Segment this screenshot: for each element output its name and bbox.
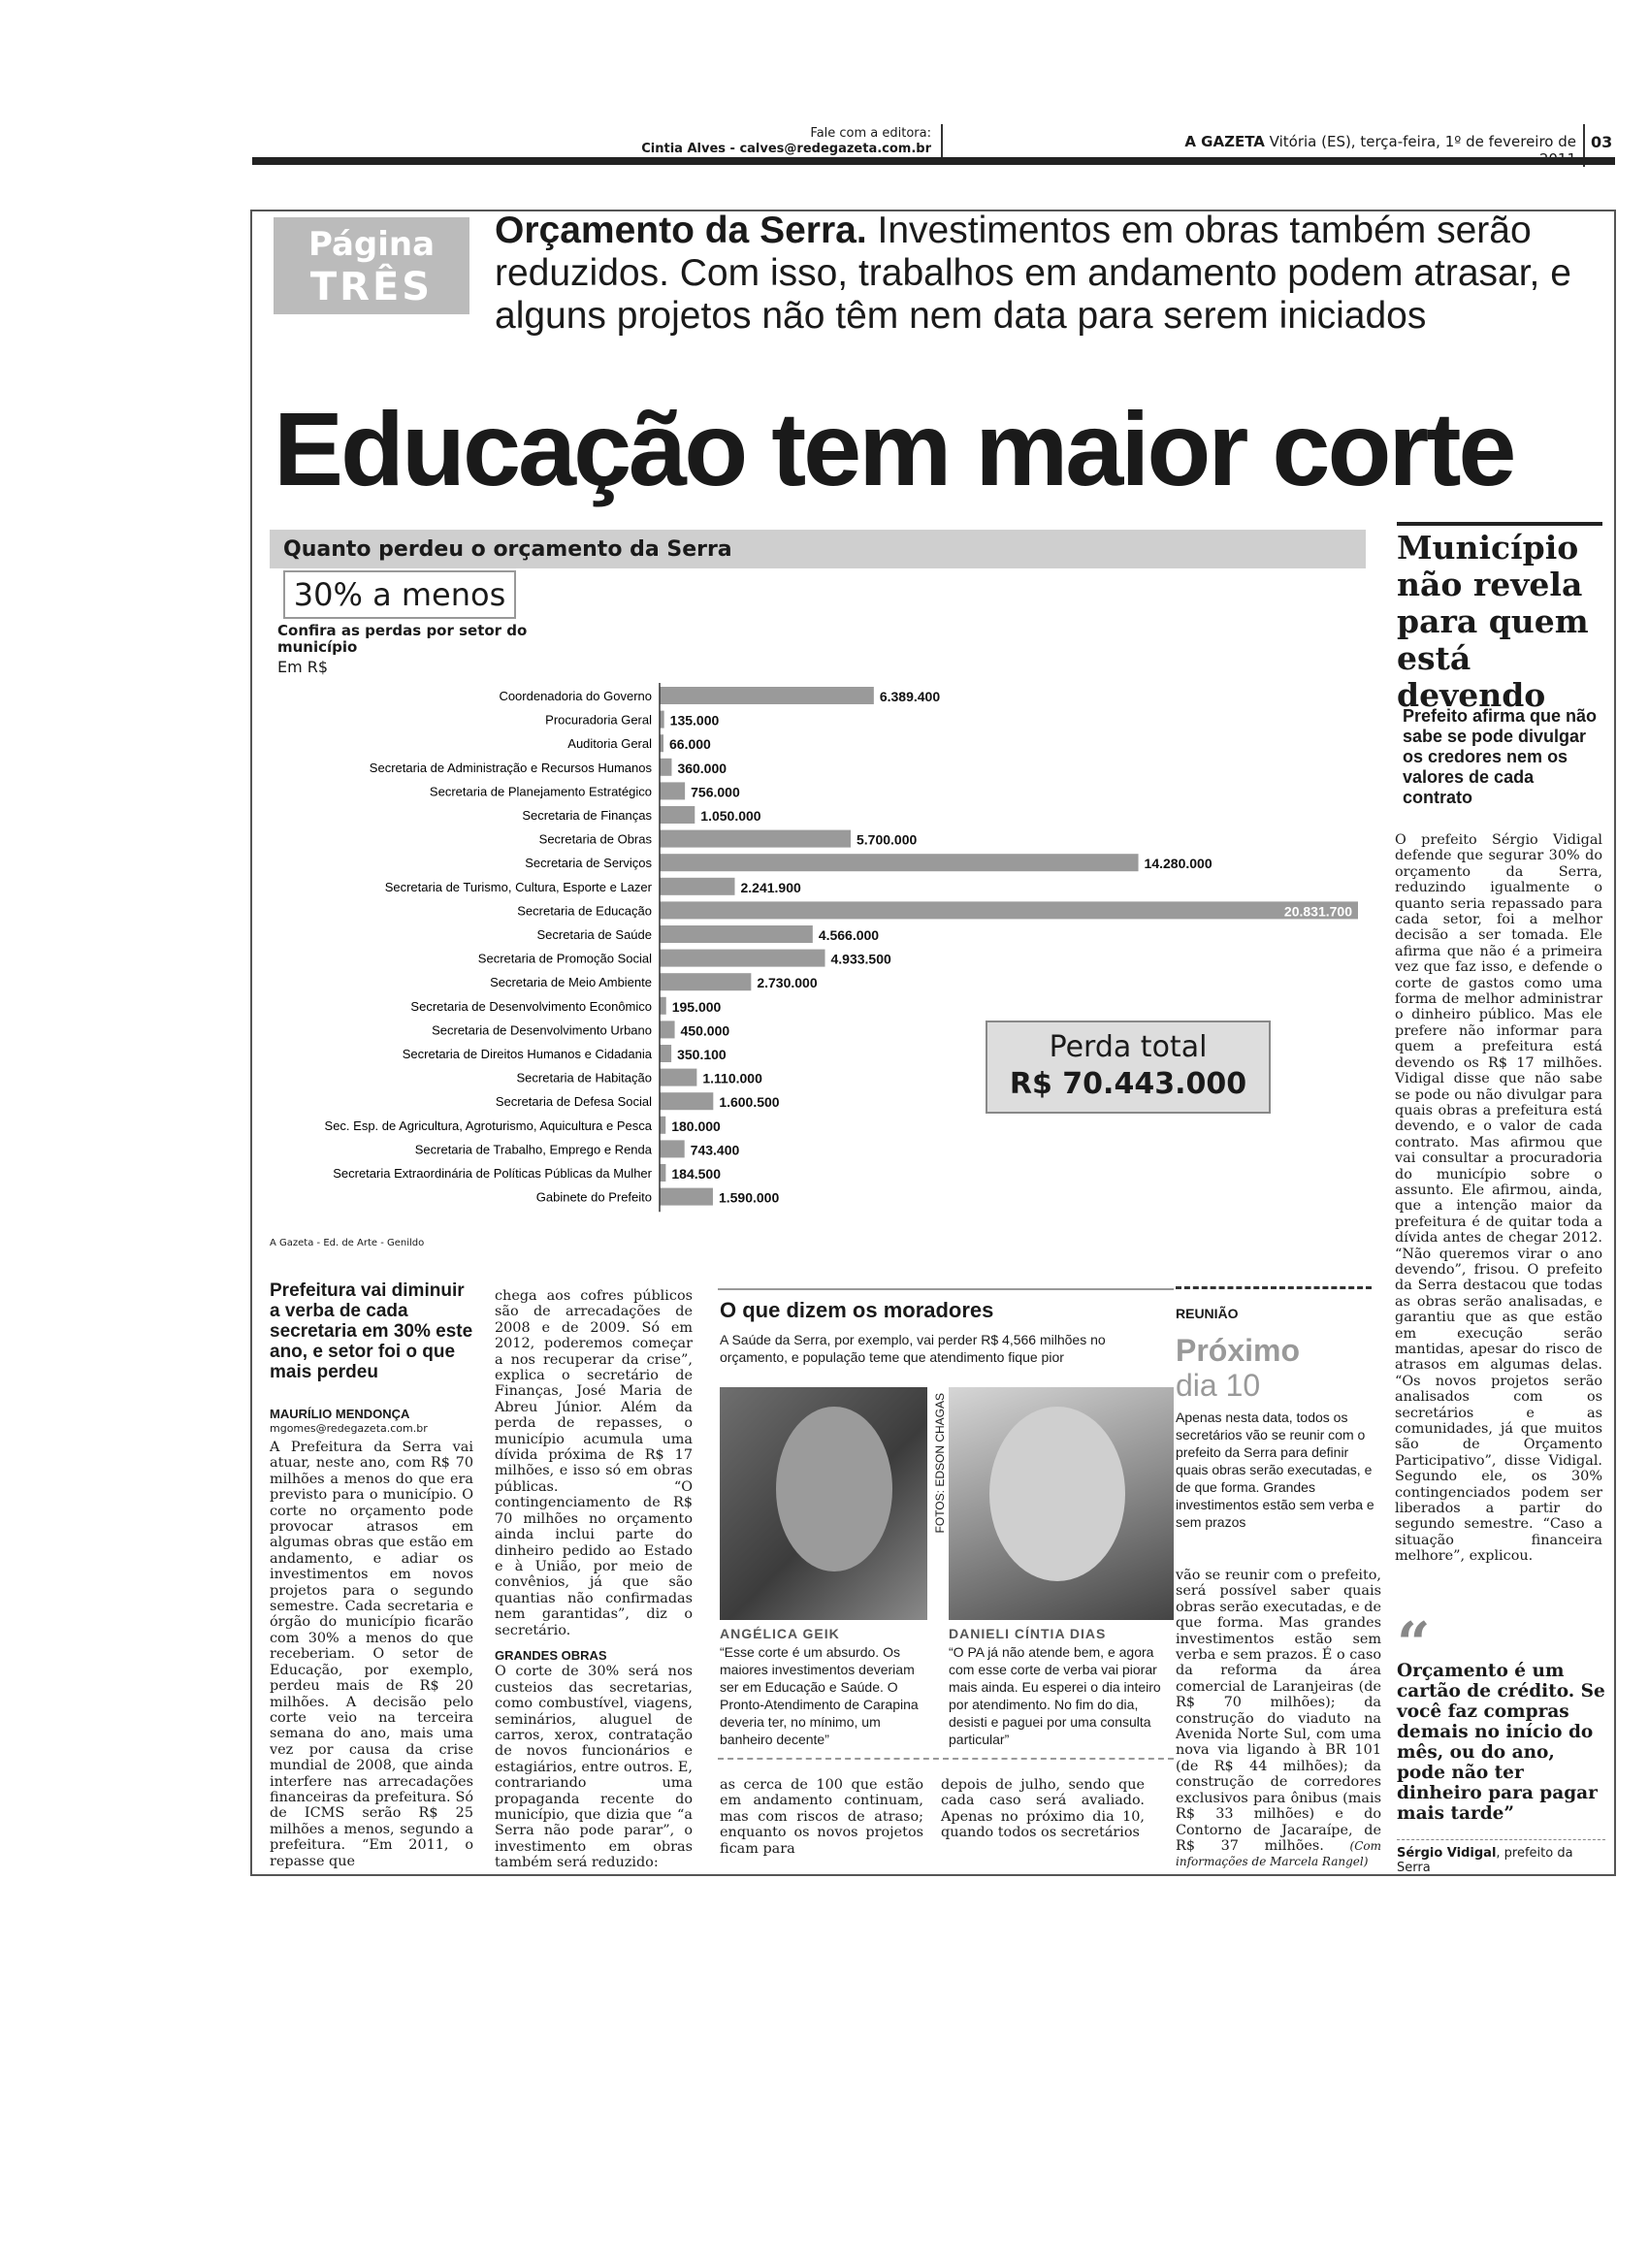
value-label: 14.280.000 <box>1144 856 1212 872</box>
masthead-rule <box>252 157 1615 165</box>
residents-box-title: O que dizem os moradores <box>720 1298 994 1322</box>
total-loss-label: Perda total <box>1049 1030 1208 1064</box>
category-label: Secretaria de Turismo, Cultura, Esporte e Lazer <box>384 879 652 894</box>
headline: Educação tem maior corte <box>274 390 1514 507</box>
kicker-text: Investimentos em obras também serão reduzidos. Com isso, trabalhos em andamento podem atrasar, e alguns projetos não têm nem data para serem iniciados <box>495 210 1571 337</box>
value-label: 20.831.700 <box>1283 903 1352 920</box>
bar <box>660 1164 665 1182</box>
article-column-2-text: chega aos cofres públicos são de arrecadações de 2008 e de 2009. Só em 2012, poderemos começar a nos recuperar da crise”, explica o secretário de Finanças, José Maria de Abreu Júnior. Além da perda de repasses, o município acumula uma dívida próxima de R$ 17 milhões, e isso só em obras públicas. “O contingenciamento de R$ 70 milhões no orçamento ainda inclui parte do dinheiro pedido ao Estado e à União, por meio de convênios, já que são quantias não confirmadas nem garantidas”, diz o secretário. <box>495 1288 693 1638</box>
value-label: 4.933.500 <box>830 951 891 967</box>
value-label: 360.000 <box>677 760 728 776</box>
value-label: 184.500 <box>671 1166 721 1182</box>
value-label: 4.566.000 <box>818 927 880 943</box>
page-number: 03 <box>1591 133 1613 151</box>
category-label: Sec. Esp. de Agricultura, Agroturismo, Aquicultura e Pesca <box>324 1118 652 1133</box>
byline: MAURÍLIO MENDONÇA <box>270 1407 410 1421</box>
value-label: 5.700.000 <box>857 831 918 848</box>
byline-email[interactable]: mgomes@redegazeta.com.br <box>270 1422 428 1435</box>
value-label: 450.000 <box>680 1022 730 1039</box>
bar <box>660 1117 665 1134</box>
chart-title: Quanto perdeu o orçamento da Serra <box>283 537 732 562</box>
value-label: 350.100 <box>677 1047 727 1062</box>
editor-contact <box>621 126 931 157</box>
value-label: 1.590.000 <box>718 1189 780 1206</box>
meeting-subtitle: dia 10 <box>1176 1368 1261 1403</box>
meeting-kicker: REUNIÃO <box>1176 1306 1239 1321</box>
bar <box>660 1021 675 1038</box>
bar <box>660 687 874 704</box>
value-label: 135.000 <box>669 712 720 729</box>
value-label: 1.600.500 <box>719 1094 780 1111</box>
article-column-4: depois de julho, sendo que cada caso será avaliado. Apenas no próximo dia 10, quando todos os secretários <box>941 1777 1145 1841</box>
chart-plot <box>270 522 1366 1259</box>
photo-credit: FOTOS: EDSON CHAGAS <box>933 1393 947 1534</box>
bar <box>660 759 671 776</box>
quote-author: Sérgio Vidigal <box>1397 1846 1497 1861</box>
article-column-5-text: vão se reunir com o prefeito, será possível saber quais obras serão executadas, e de que forma. Mas grandes investimentos estão sem verba e sem prazos. É o caso da reforma da área comercial de Laranjeiras (de R$ 70 milhões); da construção do viaduto na Avenida Norte Sul, com uma nova via ligando à BR 101 (de R$ 44 milhões); da construção de corredores exclusivos para ônibus (mais R$ 33 milhões) e do Contorno de Jacaraípe, de R$ 37 milhões. <box>1176 1568 1381 1854</box>
category-label: Secretaria de Serviços <box>525 856 652 871</box>
lead-deck: Prefeitura vai diminuir a verba de cada secretaria em 30% este ano, e setor foi o que mais perdeu <box>270 1280 473 1382</box>
category-label: Secretaria de Trabalho, Emprego e Renda <box>414 1142 652 1157</box>
category-label: Secretaria de Desenvolvimento Urbano <box>432 1022 652 1038</box>
article-column-2 <box>495 1288 693 1871</box>
category-label: Secretaria de Desenvolvimento Econômico <box>410 998 652 1014</box>
value-label: 743.400 <box>690 1142 740 1158</box>
meeting-text: Apenas nesta data, todos os secretários vão se reunir com o prefeito da Serra para definir quais obras serão executadas, e de que forma. Grandes investimentos estão sem verba e sem prazos <box>1176 1409 1374 1530</box>
side-article-rule <box>1397 522 1602 526</box>
residents-box-deck: A Saúde da Serra, por exemplo, vai perder R$ 4,566 milhões no orçamento, e população teme que atendimento fique pior <box>720 1332 1106 1365</box>
meeting-rule <box>1176 1286 1372 1289</box>
chart-subtitle: Confira as perdas por setor do município <box>277 622 528 656</box>
value-label: 2.730.000 <box>757 975 818 991</box>
quote-mark-icon: “ <box>1397 1610 1431 1678</box>
resident-name-2: DANIELI CÍNTIA DIAS <box>949 1626 1107 1641</box>
resident-quote-1: “Esse corte é um absurdo. Os maiores investimentos deveriam ser em Educação e Saúde. O Pronto-Atendimento de Carapina deveria ter, no mínimo, um banheiro decente” <box>720 1644 919 1747</box>
category-label: Procuradoria Geral <box>545 712 652 728</box>
side-article-deck: Prefeito afirma que não sabe se pode divulgar os credores nem os valores de cada contrato <box>1403 706 1598 807</box>
resident-name-1: ANGÉLICA GEIK <box>720 1626 840 1641</box>
category-label: Secretaria de Meio Ambiente <box>490 975 652 990</box>
kicker-bold: Orçamento da Serra. <box>495 210 867 251</box>
subhead-grandes-obras: GRANDES OBRAS <box>495 1647 607 1663</box>
category-label: Coordenadoria do Governo <box>499 689 652 703</box>
chart-credit: A Gazeta - Ed. de Arte - Genildo <box>270 1238 425 1248</box>
pull-quote-attribution <box>1397 1839 1605 1875</box>
pull-quote: Orçamento é um cartão de crédito. Se você faz compras demais no início do mês, ou do ano, pode não ter dinheiro para pagar mais tarde” <box>1397 1661 1605 1824</box>
bar <box>660 806 695 824</box>
side-article-title: Município não revela para quem está devendo <box>1397 529 1589 714</box>
residents-box-rule <box>718 1288 1174 1290</box>
category-label: Secretaria de Saúde <box>536 927 652 942</box>
editor-label: Fale com a editora: <box>810 126 931 141</box>
chart-unit: Em R$ <box>277 658 329 676</box>
article-column-1: A Prefeitura da Serra vai atuar, neste ano, com R$ 70 milhões a menos do que era previsto para o município. O corte no orçamento pode provocar atrasos em algumas obras que estão em andamento, e adiar os investimentos em novos projetos para o segundo semestre. Cada secretaria e órgão do município ficarão com 30% a menos do que receberiam. O setor de Educação, por exemplo, perdeu mais de R$ 20 milhões. A decisão pelo corte veio na terceira semana do ano, mais uma vez por causa da crise mundial de 2008, que ainda interfere nas arrecadações financeiras da prefeitura. Só de ICMS serão R$ 25 milhões a menos, segundo a prefeitura. “Em 2011, o repasse que <box>270 1440 473 1869</box>
category-label: Secretaria Extraordinária de Políticas Públicas da Mulher <box>333 1166 652 1181</box>
residents-box-bottom-rule <box>718 1758 1174 1760</box>
portrait-danieli <box>989 1407 1125 1581</box>
paper-date: Vitória (ES), terça-feira, 1º de fevereiro de <box>1269 133 1576 150</box>
category-label: Secretaria de Habitação <box>516 1070 652 1085</box>
category-label: Secretaria de Direitos Humanos e Cidadania <box>402 1047 652 1061</box>
bar <box>660 1092 713 1110</box>
portrait-angelica <box>776 1407 892 1571</box>
bar <box>660 878 734 895</box>
section-tag-line1: Página <box>307 225 436 264</box>
article-column-2b-text: O corte de 30% será nos custeios das secretarias, como combustível, viagens, seminários, aluguel de carros, xerox, contratação de novos funcionários e estagiários, entre outros. E, contrariando uma propaganda recente do município, que dizia que “a Serra não pode parar”, o investimento em obras também será reduzido: <box>495 1664 693 1871</box>
category-label: Secretaria de Administração e Recursos Humanos <box>369 760 652 775</box>
category-label: Secretaria de Planejamento Estratégico <box>429 784 652 799</box>
category-label: Secretaria de Obras <box>538 831 652 847</box>
side-article-body: O prefeito Sérgio Vidigal defende que segurar 30% do orçamento da Serra, reduzindo igualmente o quanto seria repassado para cada setor, foi a melhor decisão a ser tomada. Ele afirma que não é a primeira vez que faz isso, e defende o corte de gastos como uma forma de melhor administrar o dinheiro público. Mas ele prefere não informar para quem a prefeitura está devendo os R$ 17 milhões. Vidigal disse que não sabe se pode ou não divulgar para quais obras a prefeitura está devendo, e o valor de cada contrato. Mas afirmou que vai consultar a procuradoria do município sobre o assunto. Ele afirmou, ainda, que a intenção maior da prefeitura é de quitar toda a dívida antes de chegar 2012. “Não queremos virar o ano devendo”, frisou. O prefeito da Serra destacou que todas as obras serão analisadas, e garantiu que as que estão em execução serão mantidas, apesar do risco de atrasos em algumas delas. “Os novos projetos serão analisados com os secretários e as comunidades, já que muitos são de Orçamento Participativo”, disse Vidigal. Segundo ele, os 30% contingenciados podem ser liberados a partir do segundo semestre. “Caso a situação financeira melhore”, explicou. <box>1395 832 1602 1565</box>
article-column-3: as cerca de 100 que estão em andamento continuam, mas com riscos de atraso; enquanto os novos projetos ficam para <box>720 1777 923 1857</box>
value-label: 6.389.400 <box>879 689 941 704</box>
section-tag-line2: TRÊS <box>309 265 434 309</box>
category-label: Secretaria de Educação <box>517 903 652 919</box>
section-tag <box>274 217 469 314</box>
resident-quote-2: “O PA já não atende bem, e agora com esse corte de verba vai piorar mais ainda. Eu esperei o dia inteiro por atendimento. No fim do dia, desisti e paguei por uma consulta particular” <box>949 1644 1161 1747</box>
category-label: Secretaria de Finanças <box>522 808 652 823</box>
bar <box>660 854 1139 871</box>
value-label: 195.000 <box>671 998 722 1015</box>
category-label: Secretaria de Promoção Social <box>477 951 652 966</box>
category-label: Gabinete do Prefeito <box>535 1189 652 1205</box>
category-label: Secretaria de Defesa Social <box>495 1094 652 1110</box>
bar <box>660 950 825 967</box>
bar <box>660 782 685 799</box>
meeting-title: Próximo <box>1176 1333 1301 1368</box>
bar <box>660 901 1358 919</box>
bar <box>660 1140 685 1157</box>
article-column-5 <box>1176 1568 1381 1870</box>
value-label: 1.050.000 <box>700 808 761 824</box>
article-column-5-note: (Com informações de Marcela Rangel) <box>1176 1838 1381 1869</box>
bar <box>660 973 751 990</box>
kicker <box>495 210 1610 338</box>
quote-author-role: , prefeito da Serra <box>1397 1846 1573 1875</box>
value-label: 180.000 <box>671 1118 721 1134</box>
category-label: Auditoria Geral <box>567 736 652 752</box>
total-loss-box <box>986 1021 1271 1114</box>
value-label: 1.110.000 <box>702 1070 762 1086</box>
bar <box>660 1069 696 1086</box>
chart-headline: 30% a menos <box>283 570 516 619</box>
total-loss-value: R$ 70.443.000 <box>1009 1067 1247 1101</box>
bar <box>660 997 666 1015</box>
budget-chart <box>270 522 1366 1259</box>
value-label: 66.000 <box>669 736 711 753</box>
bar <box>660 830 851 848</box>
value-label: 756.000 <box>691 784 740 800</box>
bar <box>660 925 813 943</box>
bar <box>660 1188 713 1206</box>
editor-email[interactable]: Cintia Alves - calves@redegazeta.com.br <box>641 142 931 156</box>
bar <box>660 1045 671 1062</box>
value-label: 2.241.900 <box>740 879 801 895</box>
paper-name: A GAZETA <box>1184 133 1265 150</box>
